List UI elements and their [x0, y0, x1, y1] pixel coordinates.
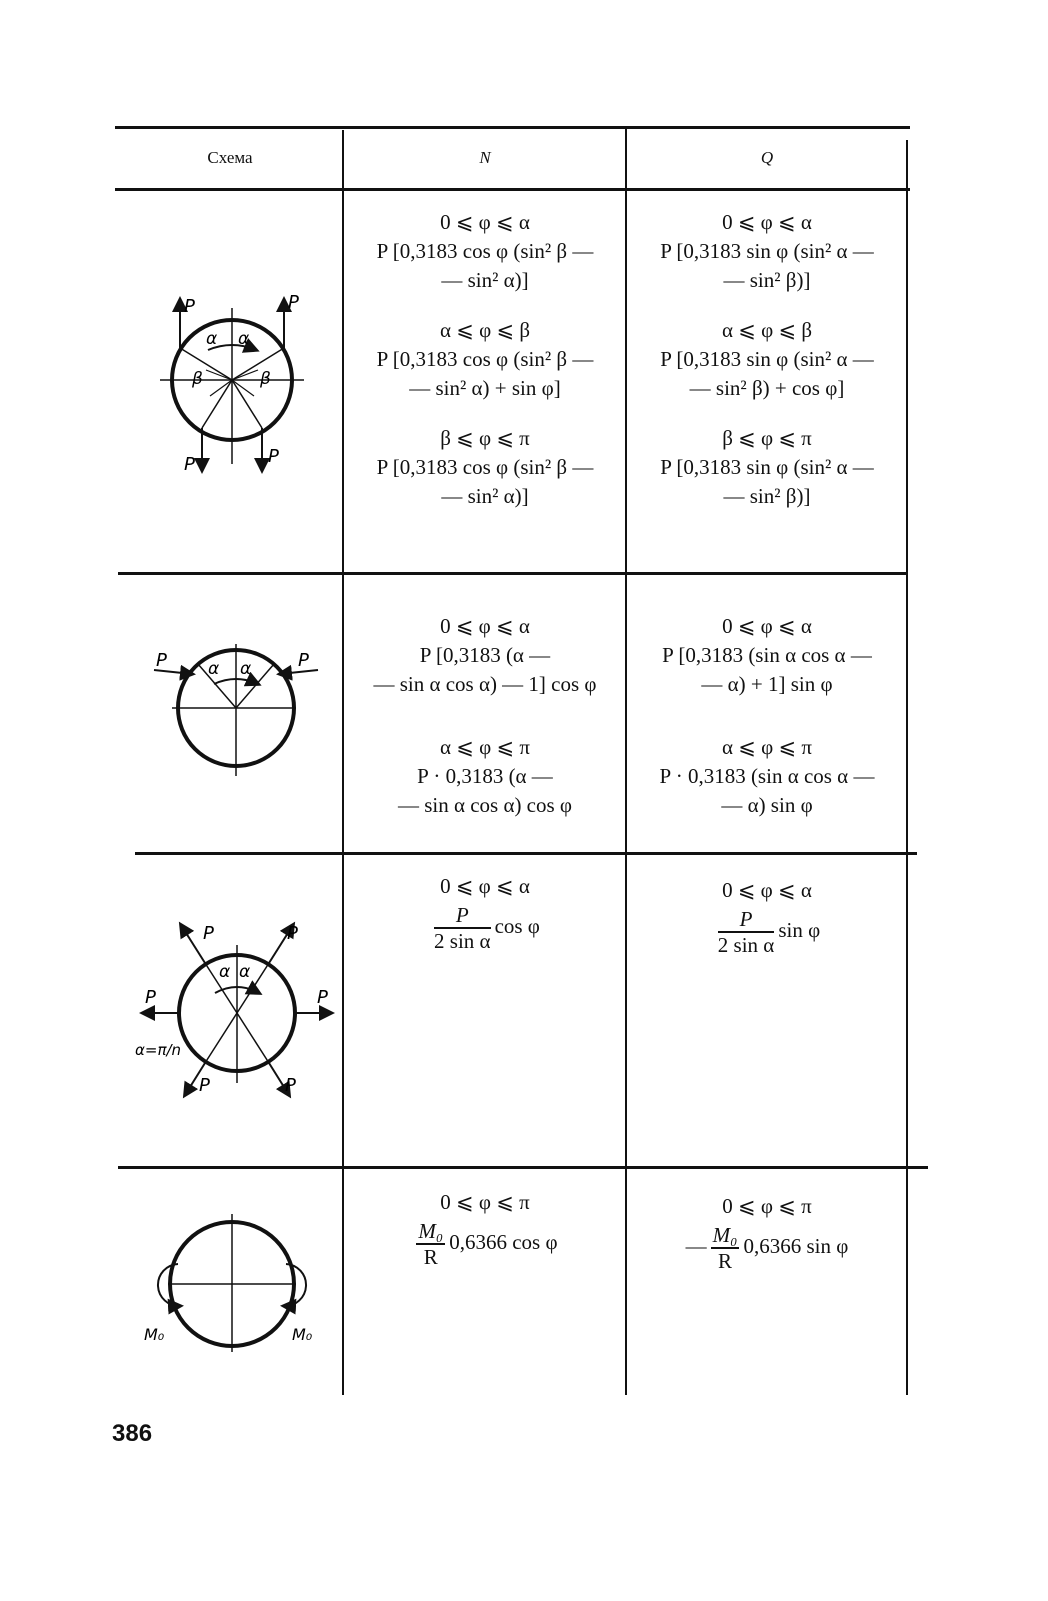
row-rule-1	[118, 572, 908, 575]
row2-q-cell	[628, 612, 906, 841]
label-p: P	[298, 650, 309, 671]
formula-block: α ⩽ φ ⩽ β P [0,3183 cos φ (sin² β — — sin² α) + sin φ]	[376, 318, 594, 400]
formula-block: 0 ⩽ φ ⩽ α P [0,3183 sin φ (sin² α — — sin² β)]	[660, 210, 874, 292]
column-rule-2	[625, 126, 627, 1395]
row-rule-3	[118, 1166, 928, 1169]
diagram-ring-moments	[140, 1212, 340, 1362]
formula-block: α ⩽ φ ⩽ β P [0,3183 sin φ (sin² α — — sin² β) + cos φ]	[660, 318, 874, 400]
row1-n-cell	[345, 208, 625, 532]
column-rule-1	[342, 130, 344, 1395]
formula-block: β ⩽ φ ⩽ π P [0,3183 sin φ (sin² α — — sin² β)]	[660, 426, 874, 508]
formula-block: 0 ⩽ φ ⩽ α P [0,3183 (sin α cos α — — α) + 1] sin φ	[662, 614, 872, 696]
label-p: P	[145, 987, 156, 1008]
label-p: P	[287, 923, 298, 944]
label-p: P	[199, 1075, 210, 1096]
label-p: P	[288, 292, 299, 313]
row2-n-cell	[345, 612, 625, 841]
formula-block: β ⩽ φ ⩽ π P [0,3183 cos φ (sin² β — — sin² α)]	[376, 426, 594, 508]
row1-q-cell	[628, 208, 906, 532]
row3-q-cell: 0 ⩽ φ ⩽ α $\frac{P}{\text{2 sin α}}$ sin φ	[717, 878, 821, 957]
label-alpha: α	[219, 962, 231, 982]
row3-n-cell: 0 ⩽ φ ⩽ α $\frac{P}{\text{2 sin α}}$ cos φ	[434, 874, 540, 953]
label-p: P	[317, 987, 328, 1008]
label-m0: M₀	[292, 1325, 313, 1344]
column-rule-3	[906, 140, 908, 1395]
formula-block: 0 ⩽ φ ⩽ α P [0,3183 (α — — sin α cos α) — 1] cos φ	[373, 614, 597, 696]
header-bottom-rule	[115, 188, 910, 191]
label-alpha: α	[240, 659, 252, 679]
label-p: P	[156, 650, 167, 671]
label-p: P	[268, 446, 279, 467]
label-p: P	[285, 1075, 296, 1096]
header-q: Q	[760, 148, 774, 167]
row-rule-2	[135, 852, 917, 855]
fraction: $\frac{\text{M₀}}{R}$	[418, 1219, 444, 1269]
label-m0: M₀	[144, 1325, 165, 1344]
label-p: P	[203, 923, 214, 944]
header-scheme: Схема	[207, 148, 253, 167]
fraction: $\frac{\text{M₀}}{R}$	[712, 1223, 738, 1273]
formula-block: 0 ⩽ φ ⩽ α P [0,3183 cos φ (sin² β — — sin² α)]	[376, 210, 594, 292]
fraction: $\frac{P}{\text{2 sin α}}$	[717, 907, 775, 957]
row4-q-cell: 0 ⩽ φ ⩽ π — $\frac{\text{M₀}}{R}$ 0,6366 sin φ	[685, 1194, 849, 1273]
label-alpha: α	[239, 962, 251, 982]
label-alpha: α	[238, 329, 250, 349]
diagram-ring-radial-loads	[140, 640, 340, 780]
label-beta: β	[192, 369, 203, 389]
page-number: 386	[112, 1420, 153, 1447]
table-top-rule	[115, 126, 910, 129]
header-n: N	[479, 148, 491, 167]
fraction: $\frac{P}{\text{2 sin α}}$	[434, 903, 491, 953]
row4-n-cell: 0 ⩽ φ ⩽ π $\frac{\text{M₀}}{R}$ 0,6366 cos φ	[418, 1190, 558, 1269]
diagram-ring-four-loads	[140, 288, 340, 488]
label-p: P	[184, 296, 195, 317]
formula-block: α ⩽ φ ⩽ π P · 0,3183 (sin α cos α — — α) sin φ	[659, 735, 875, 817]
diagram-ring-n-loads	[135, 915, 345, 1105]
label-alpha: α	[206, 329, 218, 349]
label-beta: β	[260, 369, 271, 389]
label-p: P	[184, 454, 195, 475]
formula-block: α ⩽ φ ⩽ π P · 0,3183 (α — — sin α cos α) cos φ	[397, 735, 573, 817]
label-alpha: α	[208, 659, 220, 679]
label-alpha-eq: α=π/n	[135, 1041, 182, 1059]
